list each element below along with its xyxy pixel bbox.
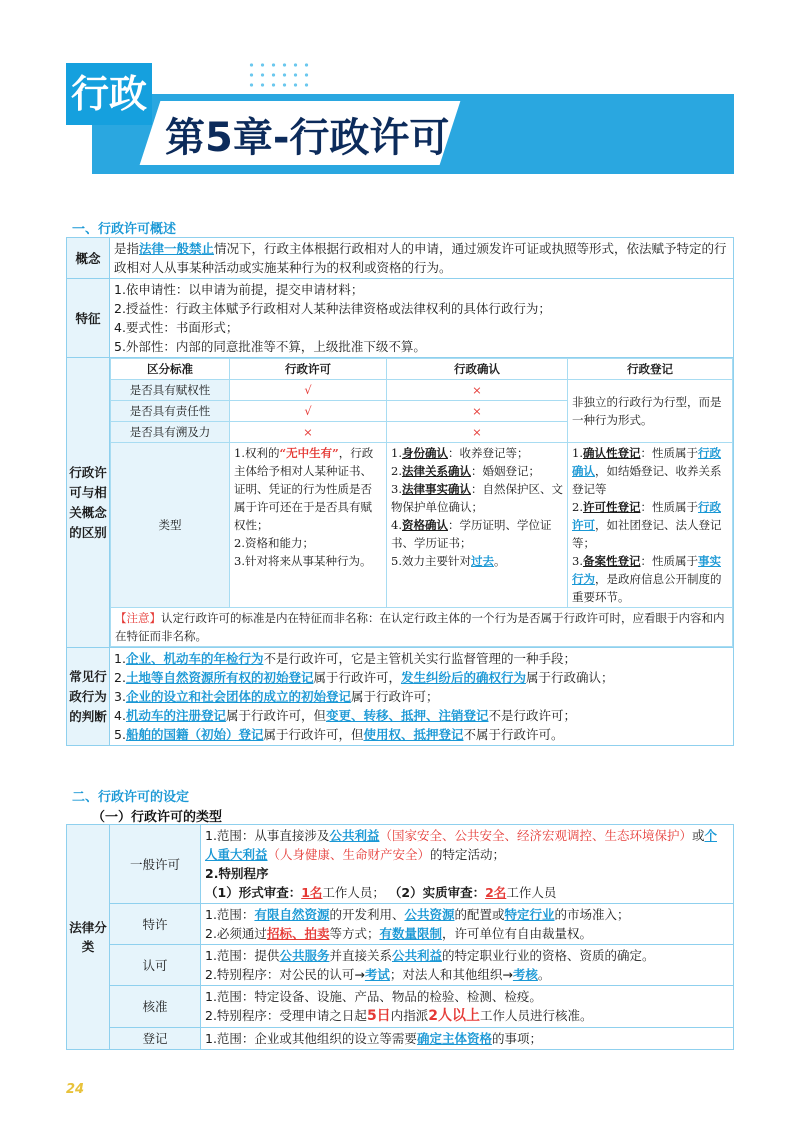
common-text: 1.企业、机动车的年检行为不是行政许可，它是主管机关实行监督管理的一种手段； 2.土地等自然资源所有权的初始登记属于行政许可，发生纠纷后的确权行为属于行政确认； 3.企业的设立和社会团体的成立的初始登记属于行政许可； 4.机动车的注册登记属于行政许可，但变更、转移、抵押、注销登记不是行政许可； 5.船舶的国籍（初始）登记属于行政许可，但使用权、抵押登记不属于行政许可。 [110, 648, 734, 746]
recognition-text: 1.范围：提供公共服务并直接关系公共利益的特定职业行业的资格、资质的确定。 2.特别程序：对公民的认可→考试；对法人和其他组织→考核。 [201, 945, 734, 986]
register-types: 1.确认性登记：性质属于行政确认，如结婚登记、收养关系登记等 2.许可性登记：性质属于行政许可，如社团登记、法人登记等； 3.备案性登记：性质属于事实行为，是政府信息公开制度的重要环节。 [568, 443, 733, 608]
col-header-criteria: 区分标准 [111, 359, 230, 380]
col-header-permit: 行政许可 [230, 359, 387, 380]
register-note: 非独立的行政行为行型，而是一种行为形式。 [568, 380, 733, 443]
subsection-heading-types: （一）行政许可的类型 [92, 810, 223, 825]
types-table [66, 824, 734, 1050]
overview-table [66, 237, 734, 746]
registration-text: 1.范围：企业或其他组织的设立等需要确定主体资格的事项； [201, 1028, 734, 1050]
type-approval: 核准 [110, 986, 201, 1028]
concept-label: 概念 [67, 238, 110, 279]
features-label: 特征 [67, 279, 110, 358]
col-header-register: 行政登记 [568, 359, 733, 380]
permit-liability: √ [230, 401, 387, 422]
note-cell: 【注意】认定行政许可的标准是内在特征而非名称：在认定行政主体的一个行为是否属于行政许可时，应看眼于内容和内在特征而非名称。 [111, 608, 733, 647]
permit-types: 1.权利的“无中生有”，行政主体给予相对人某种证书、证明、凭证的行为性质是否属于许可还在于是否具有赋权性； 2.资格和能力； 3.针对将来从事某种行为。 [230, 443, 387, 608]
permit-empower: √ [230, 380, 387, 401]
confirm-empower: × [387, 380, 568, 401]
section-heading-setting: 二、行政许可的设定 [72, 790, 190, 805]
legal-class-label: 法律分类 [67, 825, 110, 1050]
distinction-label: 行政许可与相关概念的区别 [67, 358, 110, 648]
approval-text: 1.范围：特定设备、设施、产品、物品的检验、检测、检疫。 2.特别程序：受理申请之日起5日内指派2人以上工作人员进行核准。 [201, 986, 734, 1028]
confirm-liability: × [387, 401, 568, 422]
type-label: 类型 [111, 443, 230, 608]
special-text: 1.范围：有限自然资源的开发利用、公共资源的配置或特定行业的市场准入； 2.必须通过招标、拍卖等方式；有数量限制，许可单位有自由裁量权。 [201, 904, 734, 945]
concept-row [67, 238, 734, 279]
permit-retroactive: × [230, 422, 387, 443]
confirm-types: 1.身份确认：收养登记等； 2.法律关系确认：婚姻登记； 3.法律事实确认：自然保护区、文物保护单位确认； 4.资格确认：学历证明、学位证书、学历证书； 5.效力主要针对过去。 [387, 443, 568, 608]
col-header-confirm: 行政确认 [387, 359, 568, 380]
type-general: 一般许可 [110, 825, 201, 904]
concept-text: 是指法律一般禁止情况下，行政主体根据行政相对人的申请，通过颁发许可证或执照等形式，依法赋予特定的行政相对人从事某种活动或实施某种行为的权利或资格的行为。 [110, 238, 734, 279]
general-text: 1.范围：从事直接涉及公共利益（国家安全、公共安全、经济宏观调控、生态环境保护）或个人重大利益（人身健康、生命财产安全）的特定活动； 2.特别程序 （1）形式审查：1名工作人员； （2）实质审查：2名工作人员 [201, 825, 734, 904]
distinction-row [67, 358, 734, 648]
decorative-dots [246, 60, 314, 90]
type-special: 特许 [110, 904, 201, 945]
features-row [67, 279, 734, 358]
section-heading-overview: 一、行政许可概述 [72, 222, 177, 237]
criteria-retroactive: 是否具有溯及力 [111, 422, 230, 443]
type-registration: 登记 [110, 1028, 201, 1050]
page-title: 第5章-行政许可 [165, 115, 450, 161]
criteria-empower: 是否具有赋权性 [111, 380, 230, 401]
confirm-retroactive: × [387, 422, 568, 443]
common-row [67, 648, 734, 746]
type-recognition: 认可 [110, 945, 201, 986]
criteria-liability: 是否具有责任性 [111, 401, 230, 422]
page-number: 24 [66, 1082, 85, 1097]
common-label: 常见行政行为的判断 [67, 648, 110, 746]
features-text: 1.依申请性：以申请为前提，提交申请材料； 2.授益性：行政主体赋予行政相对人某种法律资格或法律权利的具体行政行为； 4.要式性：书面形式； 5.外部性：内部的同意批准等不算，上级批准下级不算。 [110, 279, 734, 358]
distinction-table [110, 358, 733, 647]
chapter-tab: 行政 [66, 63, 152, 125]
